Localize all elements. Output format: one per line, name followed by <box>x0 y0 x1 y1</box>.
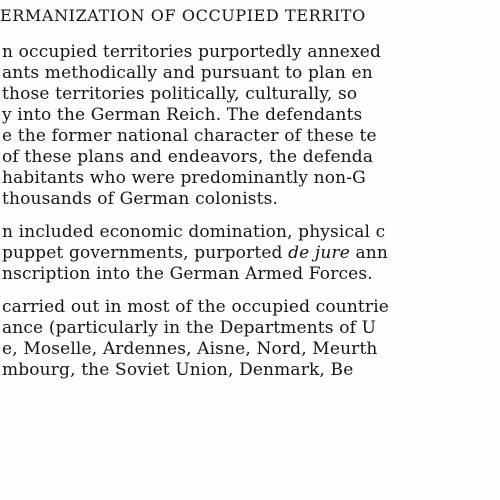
paragraph-3-line-1: carried out in most of the occupied countrie <box>2 297 389 317</box>
paragraph-3-line-3: e, Moselle, Ardennes, Aisne, Nord, Meurth <box>2 339 378 359</box>
paragraph-3-line-4: mbourg, the Soviet Union, Denmark, Be <box>2 360 354 380</box>
paragraph-2-line-3: nscription into the German Armed Forces. <box>2 264 373 284</box>
paragraph-1-line-1: n occupied territories purportedly annexed <box>2 42 381 62</box>
italic-phrase: de jure <box>288 243 350 263</box>
paragraph-1-line-2: ants methodically and pursuant to plan en <box>2 63 373 83</box>
paragraph-2-line-2 <box>2 243 388 263</box>
paragraph-2-line-1: n included economic domination, physical c <box>2 222 386 242</box>
paragraph-1-line-8: thousands of German colonists. <box>2 189 279 209</box>
paragraph-1-line-5: e the former national character of these te <box>2 126 377 146</box>
paragraph-2-line-2-text: puppet governments, purported <box>2 243 289 263</box>
paragraph-2-line-2-tail: ann <box>349 243 388 263</box>
paragraph-1-line-3: those territories politically, culturally, so <box>2 84 358 104</box>
paragraph-1-line-7: habitants who were predominantly non-G <box>2 168 366 188</box>
paragraph-3-line-2: ance (particularly in the Departments of U <box>2 318 377 338</box>
paragraph-1-line-6: of these plans and endeavors, the defenda <box>2 147 374 167</box>
section-heading: ERMANIZATION OF OCCUPIED TERRITO <box>0 6 366 25</box>
paragraph-1-line-4: y into the German Reich. The defendants <box>2 105 363 125</box>
